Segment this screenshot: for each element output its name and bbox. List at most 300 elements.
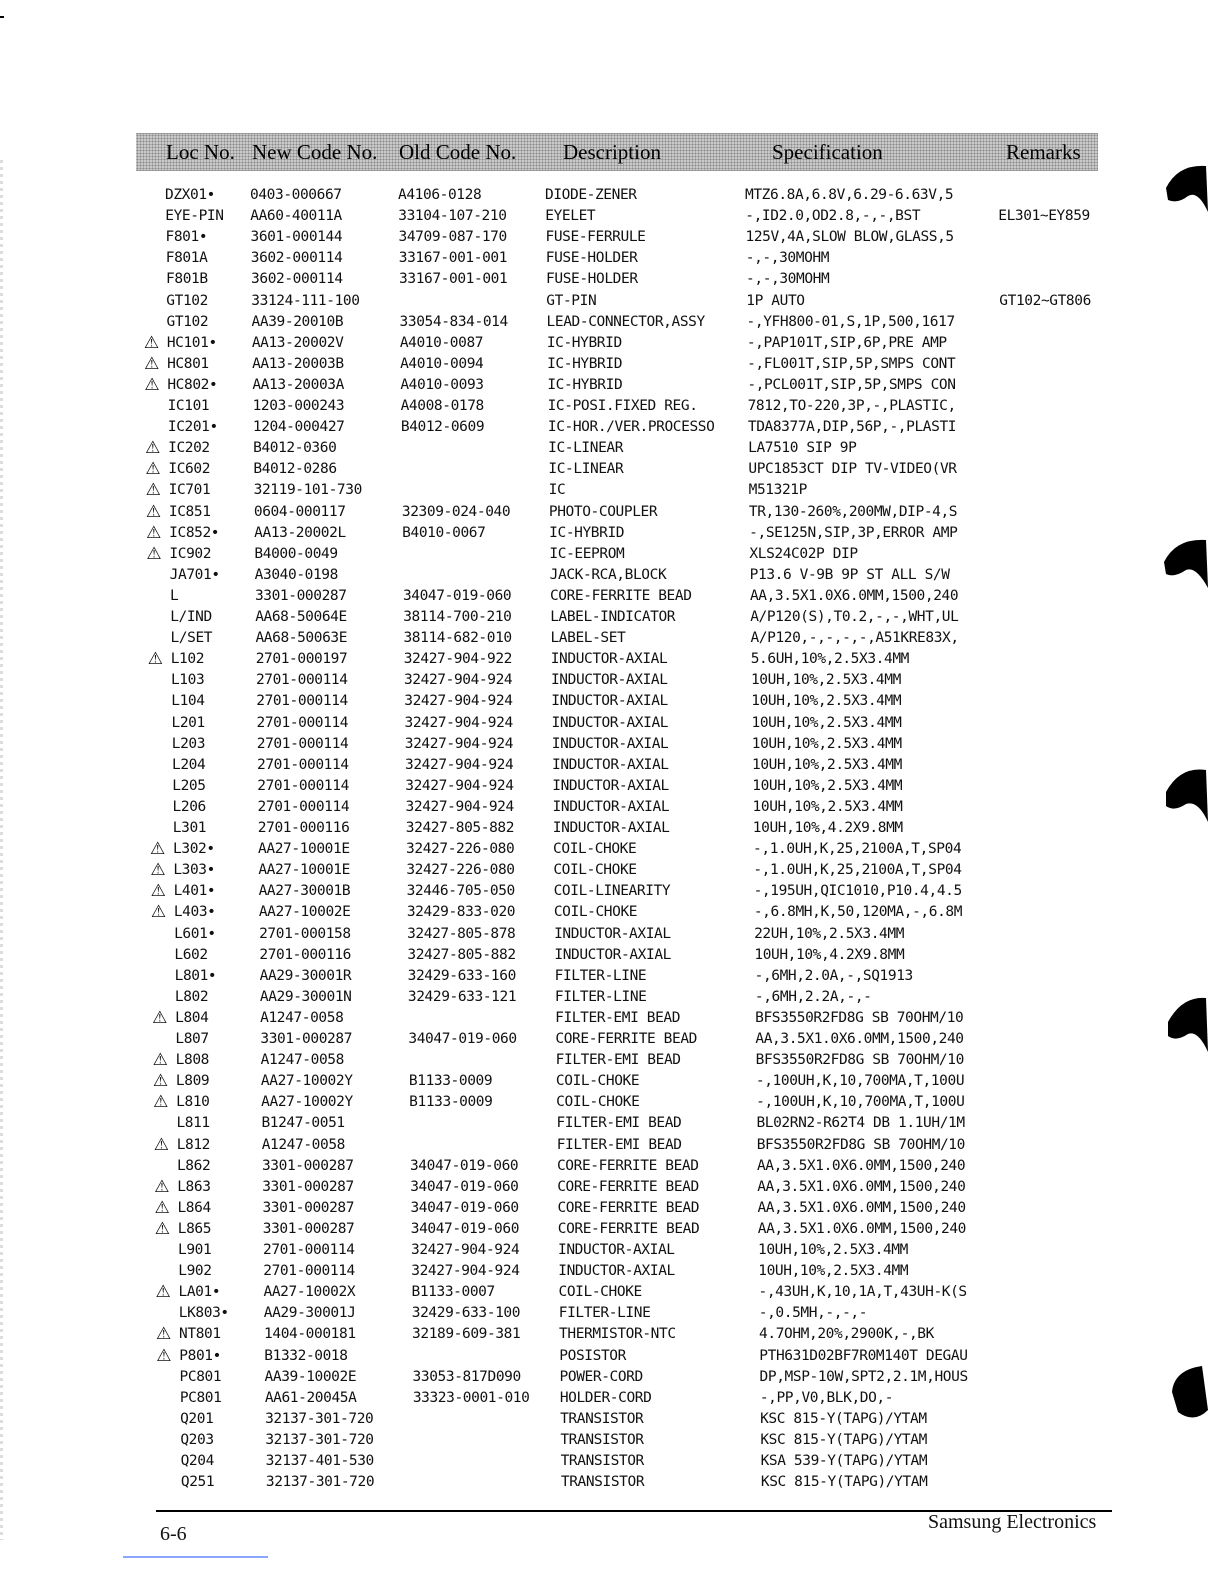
- cell-loc-no: Q204: [180, 1453, 214, 1469]
- cell-specification: -,195UH,QIC1010,P10.4,4.5: [753, 883, 962, 900]
- table-row: [16, 1453, 1224, 1474]
- cell-loc-no: LK803•: [178, 1305, 229, 1322]
- cell-new-code: AA13-20002V: [251, 334, 344, 351]
- cell-specification: BFS3550R2FD8G SB 70OHM/10: [755, 1052, 964, 1069]
- cell-new-code: AA68-50063E: [255, 630, 348, 647]
- table-row: [10, 989, 1224, 1010]
- cell-loc-no: L804: [175, 1009, 209, 1026]
- table-row: [10, 1031, 1224, 1052]
- cell-description: FUSE-HOLDER: [546, 271, 638, 288]
- cell-new-code: 2701-000114: [263, 1242, 355, 1258]
- table-row: [13, 1218, 1224, 1242]
- cell-specification: 10UH,10%,2.5X3.4MM: [752, 756, 902, 773]
- table-row: [2, 314, 1224, 335]
- cell-specification: TR,130-260%,200MW,DIP-4,S: [748, 503, 958, 520]
- cell-loc-no: L206: [172, 798, 206, 815]
- cell-new-code: A3040-0198: [254, 566, 338, 583]
- cell-specification: -,0.5MH,-,-,-: [758, 1305, 868, 1322]
- cell-old-code: 33054-834-014: [399, 313, 508, 330]
- cell-old-code: A4010-0087: [399, 334, 484, 351]
- cell-specification: -,PAP101T,SIP,6P,PRE AMP: [746, 334, 947, 351]
- warning-triangle-icon: ⚠: [150, 839, 165, 860]
- warning-triangle-icon: ⚠: [145, 480, 161, 501]
- warning-triangle-icon: ⚠: [147, 649, 163, 670]
- cell-description: IC-HOR./VER.PROCESSO: [547, 419, 715, 436]
- cell-new-code: 2701-000116: [257, 820, 350, 836]
- cell-old-code: 33104-107-210: [398, 208, 507, 225]
- cell-specification: 7812,TO-220,3P,-,PLASTIC,: [747, 398, 956, 414]
- cell-old-code: 32427-904-924: [404, 735, 514, 752]
- cell-loc-no: L602: [174, 946, 208, 963]
- table-row: [8, 862, 1224, 883]
- warning-triangle-icon: ⚠: [144, 353, 159, 374]
- cell-new-code: 32137-301-720: [265, 1474, 375, 1491]
- header-remarks: Remarks: [1006, 140, 1081, 164]
- table-row: [15, 1369, 1224, 1390]
- warning-triangle-icon: ⚠: [153, 1134, 169, 1155]
- cell-description: COIL-CHOKE: [553, 862, 637, 879]
- warning-triangle-icon: ⚠: [152, 1007, 167, 1028]
- table-row: [1, 229, 1224, 250]
- warning-triangle-icon: ⚠: [154, 1176, 170, 1197]
- table-row: [3, 419, 1224, 440]
- cell-loc-no: HC101•: [166, 334, 217, 351]
- cell-new-code: AA27-10002X: [263, 1284, 356, 1301]
- cell-new-code: 32137-401-530: [265, 1453, 374, 1469]
- cell-specification: LA7510 SIP 9P: [748, 440, 857, 457]
- warning-triangle-icon: ⚠: [146, 522, 161, 543]
- cell-description: IC-HYBRID: [546, 334, 622, 351]
- cell-specification: -,-,30MOHM: [745, 250, 830, 267]
- cell-old-code: 32189-609-381: [412, 1326, 521, 1343]
- cell-loc-no: F801•: [165, 229, 208, 246]
- cell-description: INDUCTOR-AXIAL: [552, 756, 669, 773]
- cell-old-code: 32446-705-050: [406, 883, 515, 900]
- cell-specification: DP,MSP-10W,SPT2,2.1M,HOUS: [759, 1368, 968, 1385]
- cell-old-code: 32427-904-924: [405, 777, 514, 794]
- cell-old-code: B1133-0007: [411, 1284, 495, 1301]
- cell-description: POWER-CORD: [559, 1368, 643, 1385]
- cell-old-code: 32427-904-924: [405, 798, 514, 815]
- cell-remarks: GT102~GT806: [999, 292, 1091, 309]
- table-row: [4, 482, 1224, 503]
- cell-new-code: 1204-000427: [252, 419, 345, 436]
- cell-new-code: 2701-000114: [256, 735, 349, 752]
- cell-old-code: A4106-0128: [398, 187, 482, 203]
- cell-old-code: 32427-904-924: [403, 672, 513, 689]
- table-row: [16, 1474, 1224, 1495]
- cell-specification: -,100UH,K,10,700MA,T,100U: [755, 1073, 965, 1090]
- cell-loc-no: NT801: [179, 1326, 221, 1343]
- cell-specification: 10UH,10%,4.2X9.8MM: [752, 820, 903, 836]
- cell-old-code: B4010-0067: [402, 524, 486, 541]
- header-specification: Specification: [772, 140, 883, 164]
- table-row: [9, 883, 1224, 904]
- cell-specification: AA,3.5X1.0X6.0MM,1500,240: [756, 1157, 966, 1174]
- cell-specification: 10UH,10%,2.5X3.4MM: [752, 777, 903, 794]
- cell-loc-no: L809: [175, 1073, 210, 1090]
- warning-triangle-icon: ⚠: [153, 1092, 169, 1113]
- cell-new-code: A1247-0058: [260, 1009, 344, 1026]
- cell-loc-no: L864: [177, 1199, 211, 1216]
- cell-old-code: 32427-805-882: [405, 820, 515, 836]
- cell-specification: AA,3.5X1.0X6.0MM,1500,240: [757, 1199, 966, 1216]
- cell-loc-no: L865: [177, 1220, 212, 1237]
- cell-loc-no: IC101: [167, 398, 210, 414]
- cell-specification: BFS3550R2FD8G SB 70OHM/10: [755, 1009, 964, 1026]
- cell-specification: -,100UH,K,10,700MA,T,100U: [756, 1094, 965, 1111]
- cell-description: TRANSISTOR: [560, 1431, 644, 1448]
- cell-new-code: AA13-20002L: [254, 524, 346, 541]
- cell-specification: -,FL001T,SIP,5P,SMPS CONT: [747, 355, 956, 372]
- warning-triangle-icon: ⚠: [154, 1218, 170, 1239]
- cell-description: INDUCTOR-AXIAL: [551, 714, 669, 731]
- cell-old-code: 32427-904-924: [411, 1263, 520, 1280]
- warning-triangle-icon: ⚠: [152, 1071, 168, 1092]
- cell-loc-no: L601•: [174, 925, 216, 942]
- company-name: Samsung Electronics: [928, 1511, 1097, 1533]
- cell-description: LABEL-INDICATOR: [550, 609, 676, 625]
- cell-specification: AA,3.5X1.0X6.0MM,1500,240: [757, 1220, 966, 1237]
- cell-loc-no: L812: [176, 1136, 211, 1153]
- table-row: [15, 1390, 1224, 1411]
- cell-loc-no: PC801: [179, 1389, 222, 1406]
- table-row: [7, 715, 1224, 736]
- cell-remarks: EL301~EY859: [998, 208, 1090, 225]
- cell-old-code: 32427-805-882: [407, 946, 516, 963]
- cell-loc-no: HC802•: [167, 376, 218, 393]
- cell-loc-no: GT102: [166, 313, 209, 330]
- cell-new-code: 33124-111-100: [251, 292, 360, 309]
- cell-description: POSISTOR: [559, 1347, 626, 1364]
- cell-new-code: AA27-30001B: [258, 883, 351, 900]
- cell-loc-no: F801A: [165, 250, 208, 267]
- cell-description: TRANSISTOR: [560, 1453, 644, 1469]
- cell-description: COIL-CHOKE: [553, 904, 638, 921]
- cell-loc-no: LA01•: [178, 1284, 221, 1301]
- cell-description: CORE-FERRITE BEAD: [557, 1220, 700, 1237]
- cell-new-code: AA29-30001R: [259, 967, 352, 984]
- header-old-code: Old Code No.: [399, 140, 517, 164]
- cell-old-code: B4012-0609: [400, 419, 485, 436]
- cell-old-code: 34047-019-060: [402, 587, 512, 604]
- cell-description: IC-LINEAR: [548, 440, 624, 457]
- cell-specification: 1P AUTO: [746, 292, 805, 309]
- table-row: [3, 461, 1224, 482]
- warning-triangle-icon: ⚠: [145, 438, 160, 459]
- cell-loc-no: L808: [175, 1052, 209, 1069]
- cell-specification: MTZ6.8A,6.8V,6.29-6.63V,5: [745, 187, 954, 203]
- cell-specification: -,43UH,K,10,1A,T,43UH-K(S: [758, 1284, 967, 1301]
- warning-triangle-icon: ⚠: [150, 881, 166, 902]
- cell-loc-no: L810: [176, 1094, 210, 1111]
- cell-specification: UPC1853CT DIP TV-VIDEO(VR: [748, 461, 957, 478]
- cell-loc-no: P801•: [179, 1347, 221, 1364]
- warning-triangle-icon: ⚠: [145, 459, 161, 480]
- header-description: Description: [563, 140, 661, 164]
- table-row: [13, 1263, 1224, 1284]
- table-row: [5, 630, 1224, 651]
- warning-triangle-icon: ⚠: [145, 501, 161, 522]
- cell-new-code: AA29-30001J: [263, 1305, 356, 1322]
- cell-specification: P13.6 V-9B 9P ST ALL S/W: [749, 566, 950, 583]
- table-row: [14, 1305, 1224, 1326]
- cell-specification: 125V,4A,SLOW BLOW,GLASS,5: [745, 229, 954, 246]
- warning-triangle-icon: ⚠: [150, 860, 166, 881]
- table-row: [3, 440, 1224, 461]
- cell-old-code: 32427-904-924: [404, 714, 513, 731]
- cell-loc-no: L301: [172, 820, 207, 836]
- cell-specification: 10UH,10%,2.5X3.4MM: [758, 1242, 908, 1258]
- cell-old-code: A4010-0093: [400, 376, 484, 393]
- cell-description: FILTER-EMI BEAD: [555, 1009, 681, 1026]
- table-row: [9, 926, 1224, 947]
- table-row: [4, 522, 1224, 546]
- cell-description: IC-HYBRID: [547, 355, 623, 372]
- cell-old-code: 32427-805-878: [407, 925, 516, 942]
- cell-old-code: A4010-0094: [400, 355, 484, 372]
- cell-specification: 10UH,10%,2.5X3.4MM: [752, 798, 903, 815]
- cell-old-code: 32309-024-040: [401, 503, 511, 520]
- cell-new-code: B1247-0051: [261, 1115, 345, 1132]
- cell-description: INDUCTOR-AXIAL: [554, 946, 671, 963]
- cell-description: COIL-CHOKE: [558, 1284, 642, 1301]
- cell-loc-no: IC202: [168, 440, 210, 457]
- table-row: [11, 1073, 1224, 1094]
- cell-specification: A/P120(S),T0.2,-,-,WHT,UL: [750, 609, 959, 625]
- cell-new-code: 2701-000116: [259, 946, 351, 963]
- table-row: [6, 693, 1224, 714]
- cell-loc-no: Q251: [180, 1474, 215, 1491]
- cell-old-code: 33323-0001-010: [412, 1389, 530, 1406]
- cell-new-code: B4012-0360: [253, 440, 337, 457]
- cell-description: FUSE-HOLDER: [545, 250, 638, 267]
- cell-new-code: 2701-000114: [263, 1263, 355, 1280]
- cell-loc-no: IC902: [169, 545, 212, 562]
- table-row: [15, 1432, 1224, 1453]
- cell-specification: A/P120,-,-,-,-,A51KRE83X,: [750, 630, 959, 647]
- table-row: [11, 1052, 1224, 1073]
- cell-description: FUSE-FERRULE: [545, 229, 646, 246]
- cell-new-code: 3301-000287: [262, 1220, 355, 1237]
- cell-new-code: AA39-20010B: [251, 313, 344, 330]
- cell-loc-no: L303•: [173, 862, 215, 879]
- cell-old-code: 38114-700-210: [403, 609, 512, 625]
- cell-loc-no: HC801: [167, 355, 209, 372]
- table-row: [2, 353, 1224, 377]
- cell-old-code: 32427-226-080: [406, 862, 515, 879]
- cell-specification: KSC 815-Y(TAPG)/YTAM: [760, 1410, 927, 1427]
- table-row: [0, 187, 1224, 208]
- cell-new-code: 32137-301-720: [265, 1410, 374, 1427]
- table-row: [6, 651, 1224, 672]
- cell-specification: 10UH,10%,2.5X3.4MM: [758, 1263, 909, 1280]
- table-row: [10, 968, 1224, 989]
- table-row: [4, 501, 1224, 525]
- cell-specification: AA,3.5X1.0X6.0MM,1500,240: [757, 1178, 966, 1195]
- cell-specification: 5.6UH,10%,2.5X3.4MM: [750, 651, 909, 668]
- cell-specification: AA,3.5X1.0X6.0MM,1500,240: [749, 587, 959, 604]
- cell-new-code: AA27-10002Y: [260, 1073, 353, 1090]
- cell-description: FILTER-EMI BEAD: [556, 1115, 682, 1132]
- cell-description: IC-HYBRID: [549, 524, 625, 541]
- table-row: [12, 1197, 1224, 1221]
- warning-triangle-icon: ⚠: [146, 543, 162, 564]
- cell-new-code: 3301-000287: [261, 1157, 354, 1174]
- cell-new-code: AA13-20003A: [252, 376, 344, 393]
- cell-description: LABEL-SET: [550, 630, 626, 647]
- cell-description: CORE-FERRITE BEAD: [555, 1031, 697, 1047]
- table-row: [4, 543, 1224, 567]
- cell-description: INDUCTOR-AXIAL: [551, 735, 669, 752]
- cell-loc-no: L203: [171, 735, 206, 752]
- cell-description: HOLDER-CORD: [559, 1389, 652, 1406]
- cell-specification: 10UH,10%,4.2X9.8MM: [754, 946, 905, 963]
- cell-new-code: 2701-000114: [256, 714, 349, 731]
- cell-description: INDUCTOR-AXIAL: [552, 777, 669, 794]
- cell-specification: TDA8377A,DIP,56P,-,PLASTI: [747, 419, 957, 436]
- cell-loc-no: L807: [175, 1031, 209, 1047]
- cell-new-code: 32137-301-720: [265, 1431, 374, 1448]
- punch-hole-3: [1166, 769, 1208, 822]
- cell-new-code: B1332-0018: [264, 1347, 348, 1364]
- cell-loc-no: L/SET: [170, 630, 213, 647]
- cell-specification: BFS3550R2FD8G SB 70OHM/10: [756, 1136, 965, 1153]
- cell-new-code: AA60-40011A: [250, 208, 342, 225]
- cell-new-code: 32119-101-730: [253, 482, 362, 499]
- cell-new-code: 3601-000144: [250, 229, 343, 246]
- warning-triangle-icon: ⚠: [155, 1282, 171, 1303]
- cell-specification: PTH631D02BF7R0M140T DEGAU: [759, 1347, 968, 1364]
- cell-specification: 10UH,10%,2.5X3.4MM: [750, 672, 901, 689]
- cell-description: LEAD-CONNECTOR,ASSY: [546, 313, 705, 330]
- cell-new-code: 3301-000287: [262, 1199, 355, 1216]
- cell-description: IC-LINEAR: [548, 461, 624, 478]
- cell-description: TRANSISTOR: [560, 1410, 644, 1427]
- cell-loc-no: Q203: [180, 1431, 214, 1448]
- cell-old-code: 34709-087-170: [398, 229, 507, 246]
- cell-description: COIL-CHOKE: [555, 1073, 640, 1090]
- cell-old-code: 32427-904-922: [403, 651, 513, 668]
- table-row: [3, 398, 1224, 419]
- cell-specification: 10UH,10%,2.5X3.4MM: [751, 735, 902, 752]
- cell-specification: -,1.0UH,K,25,2100A,T,SP04: [753, 862, 962, 879]
- cell-loc-no: L901: [178, 1242, 212, 1258]
- table-row: [14, 1284, 1224, 1305]
- table-row: [9, 904, 1224, 925]
- table-row: [5, 609, 1224, 630]
- cell-new-code: 0403-000667: [250, 187, 342, 203]
- cell-old-code: 32429-633-160: [407, 967, 516, 984]
- table-row: [7, 736, 1224, 757]
- cell-new-code: AA27-10002Y: [261, 1094, 353, 1111]
- cell-description: DIODE-ZENER: [545, 187, 637, 203]
- warning-triangle-icon: ⚠: [144, 374, 160, 395]
- cell-description: THERMISTOR-NTC: [559, 1326, 676, 1343]
- cell-description: CORE-FERRITE BEAD: [556, 1157, 699, 1174]
- table-row: [11, 1115, 1224, 1136]
- cell-loc-no: L204: [172, 756, 206, 773]
- cell-loc-no: L902: [178, 1263, 212, 1280]
- cell-new-code: AA27-10002E: [258, 904, 351, 921]
- cell-description: IC-POSI.FIXED REG.: [547, 398, 698, 414]
- cell-specification: -,PCL001T,SIP,5P,SMPS CON: [747, 376, 956, 393]
- table-row: [7, 757, 1224, 778]
- cell-new-code: AA13-20003B: [252, 355, 344, 372]
- cell-old-code: 32427-226-080: [406, 841, 515, 858]
- cell-specification: -,6MH,2.0A,-,SQ1913: [754, 967, 913, 984]
- cell-description: IC-HYBRID: [547, 376, 623, 393]
- warning-triangle-icon: ⚠: [150, 902, 166, 923]
- table-row: [14, 1326, 1224, 1347]
- cell-old-code: 34047-019-060: [410, 1199, 519, 1216]
- cell-description: INDUCTOR-AXIAL: [554, 925, 671, 942]
- table-row: [1, 293, 1224, 314]
- table-row: [12, 1176, 1224, 1200]
- cell-description: PHOTO-COUPLER: [548, 503, 658, 520]
- cell-specification: 4.7OHM,20%,2900K,-,BK: [759, 1326, 934, 1343]
- cell-specification: -,-,30MOHM: [746, 271, 830, 288]
- cell-new-code: 1203-000243: [252, 398, 345, 414]
- cell-specification: XLS24C02P DIP: [749, 545, 858, 562]
- cell-loc-no: DZX01•: [165, 187, 215, 203]
- table-row: [0, 208, 1224, 229]
- cell-new-code: 3301-000287: [254, 587, 347, 604]
- cell-new-code: AA39-10002E: [264, 1368, 357, 1385]
- cell-description: COIL-CHOKE: [553, 841, 637, 858]
- cell-old-code: B1133-0009: [408, 1073, 493, 1090]
- cell-specification: 10UH,10%,2.5X3.4MM: [751, 693, 902, 710]
- cell-new-code: AA27-10001E: [258, 841, 350, 858]
- cell-loc-no: GT102: [166, 292, 208, 309]
- table-row: [9, 947, 1224, 968]
- cell-new-code: 2701-000197: [255, 651, 348, 668]
- cell-new-code: B4012-0286: [253, 461, 337, 478]
- cell-loc-no: L811: [176, 1115, 210, 1132]
- cell-new-code: 2701-000158: [259, 925, 351, 942]
- table-row: [8, 841, 1224, 862]
- cell-description: GT-PIN: [546, 292, 597, 309]
- cell-specification: -,PP,V0,BLK,DO,-: [759, 1389, 894, 1406]
- cell-description: EYELET: [545, 208, 596, 225]
- cell-description: IC: [548, 482, 566, 499]
- cell-new-code: AA29-30001N: [259, 988, 352, 1005]
- cell-loc-no: IC851: [168, 503, 211, 520]
- header-new-code: New Code No.: [252, 140, 378, 164]
- table-row: [14, 1345, 1224, 1369]
- cell-description: FILTER-LINE: [558, 1305, 651, 1322]
- page-number: 6-6: [160, 1523, 187, 1545]
- cell-loc-no: L302•: [173, 841, 215, 858]
- warning-triangle-icon: ⚠: [156, 1324, 171, 1345]
- cell-old-code: 33167-001-001: [398, 250, 508, 267]
- cell-loc-no: L104: [171, 693, 205, 710]
- warning-triangle-icon: ⚠: [143, 332, 159, 353]
- table-row: [8, 820, 1224, 841]
- cell-new-code: 3602-000114: [251, 271, 343, 288]
- cell-new-code: 1404-000181: [264, 1326, 356, 1343]
- cell-loc-no: L863: [177, 1178, 211, 1195]
- punch-hole-1: [1166, 166, 1208, 212]
- cell-new-code: B4000-0049: [254, 545, 338, 562]
- cell-loc-no: PC801: [179, 1368, 222, 1385]
- warning-triangle-icon: ⚠: [156, 1345, 172, 1366]
- cell-loc-no: L103: [170, 672, 205, 689]
- cell-loc-no: L102: [170, 651, 205, 668]
- cell-description: IC-EEPROM: [549, 545, 625, 562]
- cell-specification: 10UH,10%,2.5X3.4MM: [751, 714, 902, 731]
- table-row: [13, 1242, 1224, 1263]
